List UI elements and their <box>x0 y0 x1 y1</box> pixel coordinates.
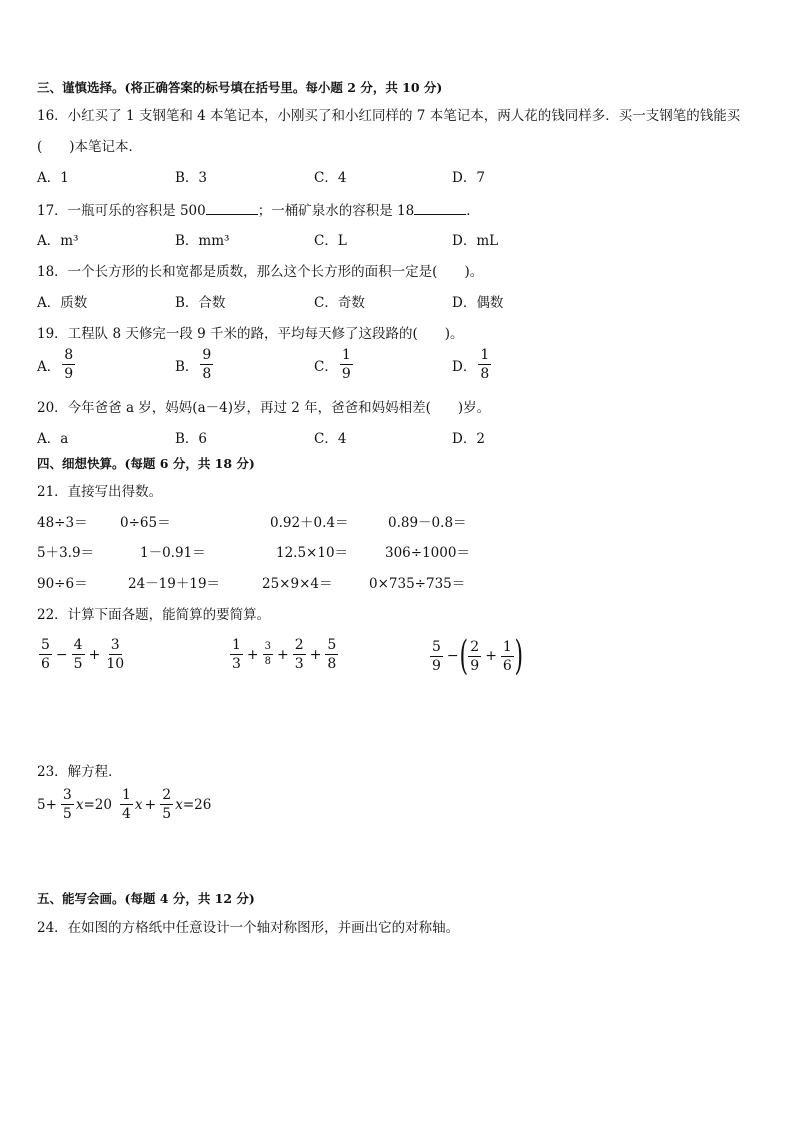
q17-option-b[interactable]: B．mm³ <box>175 233 230 249</box>
operator: + <box>485 648 497 664</box>
q18-text: 18．一个长方形的长和宽都是质数，那么这个长方形的面积一定是( )。 <box>37 264 484 280</box>
q21-item: 0×735÷735＝ <box>369 576 466 592</box>
q21-text: 21．直接写出得数。 <box>37 484 163 500</box>
q21-item: 0÷65＝ <box>120 515 171 531</box>
fraction: $\frac{5}{6}$ <box>41 637 50 672</box>
fraction: $\frac{2}{9}$ <box>470 638 480 674</box>
q17-option-a[interactable]: A．m³ <box>37 233 79 249</box>
variable-x: x <box>134 796 143 813</box>
fraction: $\frac{1}{4}$ <box>122 787 131 822</box>
eq1-suffix: =20 <box>83 796 112 813</box>
q17-part2: ；一桶矿泉水的容积是 18 <box>257 203 415 219</box>
q23-equation-2 <box>118 788 211 821</box>
section-5-title: 五、能写会画。(每题 4 分，共 12 分) <box>37 891 255 906</box>
q19-option-a-label: A． <box>37 358 61 375</box>
q16-option-c[interactable]: C．4 <box>314 170 347 186</box>
q16-option-d[interactable]: D．7 <box>452 170 485 186</box>
q20-option-b[interactable]: B．6 <box>175 431 208 447</box>
q21-item: 24－19＋19＝ <box>128 576 221 592</box>
section-3-title: 三、谨慎选择。(将正确答案的标号填在括号里。每小题 2 分，共 10 分) <box>37 80 443 95</box>
fraction: $\frac{1}{6}$ <box>502 638 512 674</box>
q21-item: 306÷1000＝ <box>385 545 470 561</box>
q24-text: 24．在如图的方格纸中任意设计一个轴对称图形，并画出它的对称轴。 <box>37 920 460 936</box>
variable-x: x <box>175 796 183 813</box>
q17-option-c[interactable]: C．L <box>314 233 347 249</box>
q17-blank-1[interactable] <box>206 202 258 215</box>
right-paren: ) <box>514 633 523 679</box>
q19-option-d[interactable] <box>452 348 493 381</box>
operator: + <box>144 796 157 813</box>
q21-item: 48÷3＝ <box>37 515 88 531</box>
fraction: $\frac{4}{5}$ <box>73 637 83 672</box>
q21-item: 5＋3.9＝ <box>37 545 95 561</box>
q20-option-c[interactable]: C．4 <box>314 431 347 447</box>
q18-option-a[interactable]: A．质数 <box>37 295 88 311</box>
fraction: $\frac{3}{5}$ <box>62 787 72 822</box>
q21-item: 0.89－0.8＝ <box>388 515 467 531</box>
operator: + <box>309 646 322 663</box>
fraction: $\frac{1}{3}$ <box>232 637 241 672</box>
q17-blank-2[interactable] <box>414 202 466 215</box>
q20-option-a[interactable]: A．a <box>37 431 69 447</box>
operator: + <box>246 646 259 663</box>
q23-equation-1 <box>37 788 112 821</box>
q19-option-b-label: B． <box>175 358 199 375</box>
q18-option-d[interactable]: D．偶数 <box>452 295 504 311</box>
q23-text: 23．解方程． <box>37 764 122 780</box>
q21-item: 90÷6＝ <box>37 576 88 592</box>
q19-option-c-fraction: $\frac{1}{9}$ <box>341 347 351 382</box>
q17-option-d[interactable]: D．mL <box>452 233 499 249</box>
operator: + <box>277 646 289 663</box>
q22-expression-1 <box>37 638 128 671</box>
fraction: $\frac{5}{8}$ <box>327 637 337 672</box>
q22-text: 22．计算下面各题，能简算的要简算。 <box>37 607 271 623</box>
q16-text-line2: ( )本笔记本． <box>37 139 143 155</box>
fraction: $\frac{3}{10}$ <box>106 637 125 672</box>
q16-option-b[interactable]: B．3 <box>175 170 208 186</box>
q17-text <box>37 199 480 219</box>
fraction: $\frac{5}{9}$ <box>432 638 441 674</box>
q19-option-c[interactable] <box>314 348 355 381</box>
q19-option-d-label: D． <box>452 358 477 375</box>
operator: − <box>55 646 68 663</box>
eq1-prefix: 5+ <box>37 796 57 813</box>
q19-option-b[interactable] <box>175 348 215 381</box>
q21-item: 12.5×10＝ <box>276 545 349 561</box>
q20-option-d[interactable]: D．2 <box>452 431 485 447</box>
q21-item: 1－0.91＝ <box>140 545 206 561</box>
q22-expression-2 <box>228 638 340 671</box>
section-4-title: 四、细想快算。(每题 6 分，共 18 分) <box>37 456 255 471</box>
fraction: $\frac{2}{5}$ <box>162 787 172 822</box>
q19-option-a-fraction: $\frac{8}{9}$ <box>64 347 74 382</box>
q19-option-c-label: C． <box>314 358 338 375</box>
fraction: $\frac{3}{8}$ <box>264 641 272 667</box>
q16-option-a[interactable]: A．1 <box>37 170 69 186</box>
q22-expression-3 <box>428 633 523 679</box>
q19-option-a[interactable] <box>37 348 77 381</box>
q19-option-b-fraction: $\frac{9}{8}$ <box>202 347 212 382</box>
q18-option-b[interactable]: B．合数 <box>175 295 226 311</box>
q19-option-d-fraction: $\frac{1}{8}$ <box>480 347 490 382</box>
q17-part1: 17．一瓶可乐的容积是 500 <box>37 203 206 219</box>
q17-part3: ． <box>466 203 480 219</box>
q16-text-line1: 16．小红买了 1 支钢笔和 4 本笔记本，小刚买了和小红同样的 7 本笔记本，两人花的钱同样多．买一支钢笔的钱能买 <box>37 108 741 124</box>
variable-x: x <box>75 796 84 813</box>
q18-option-c[interactable]: C．奇数 <box>314 295 365 311</box>
fraction: $\frac{2}{3}$ <box>294 637 304 672</box>
q21-item: 25×9×4＝ <box>262 576 333 592</box>
operator: + <box>88 646 101 663</box>
eq2-suffix: =26 <box>182 796 212 813</box>
operator: − <box>446 648 459 664</box>
q21-item: 0.92＋0.4＝ <box>270 515 349 531</box>
q19-text: 19．工程队 8 天修完一段 9 千米的路，平均每天修了这段路的( )。 <box>37 326 464 342</box>
q20-text: 20．今年爸爸 a 岁，妈妈(a－4)岁，再过 2 年，爸爸和妈妈相差( )岁。 <box>37 400 491 416</box>
left-paren: ( <box>459 633 468 679</box>
